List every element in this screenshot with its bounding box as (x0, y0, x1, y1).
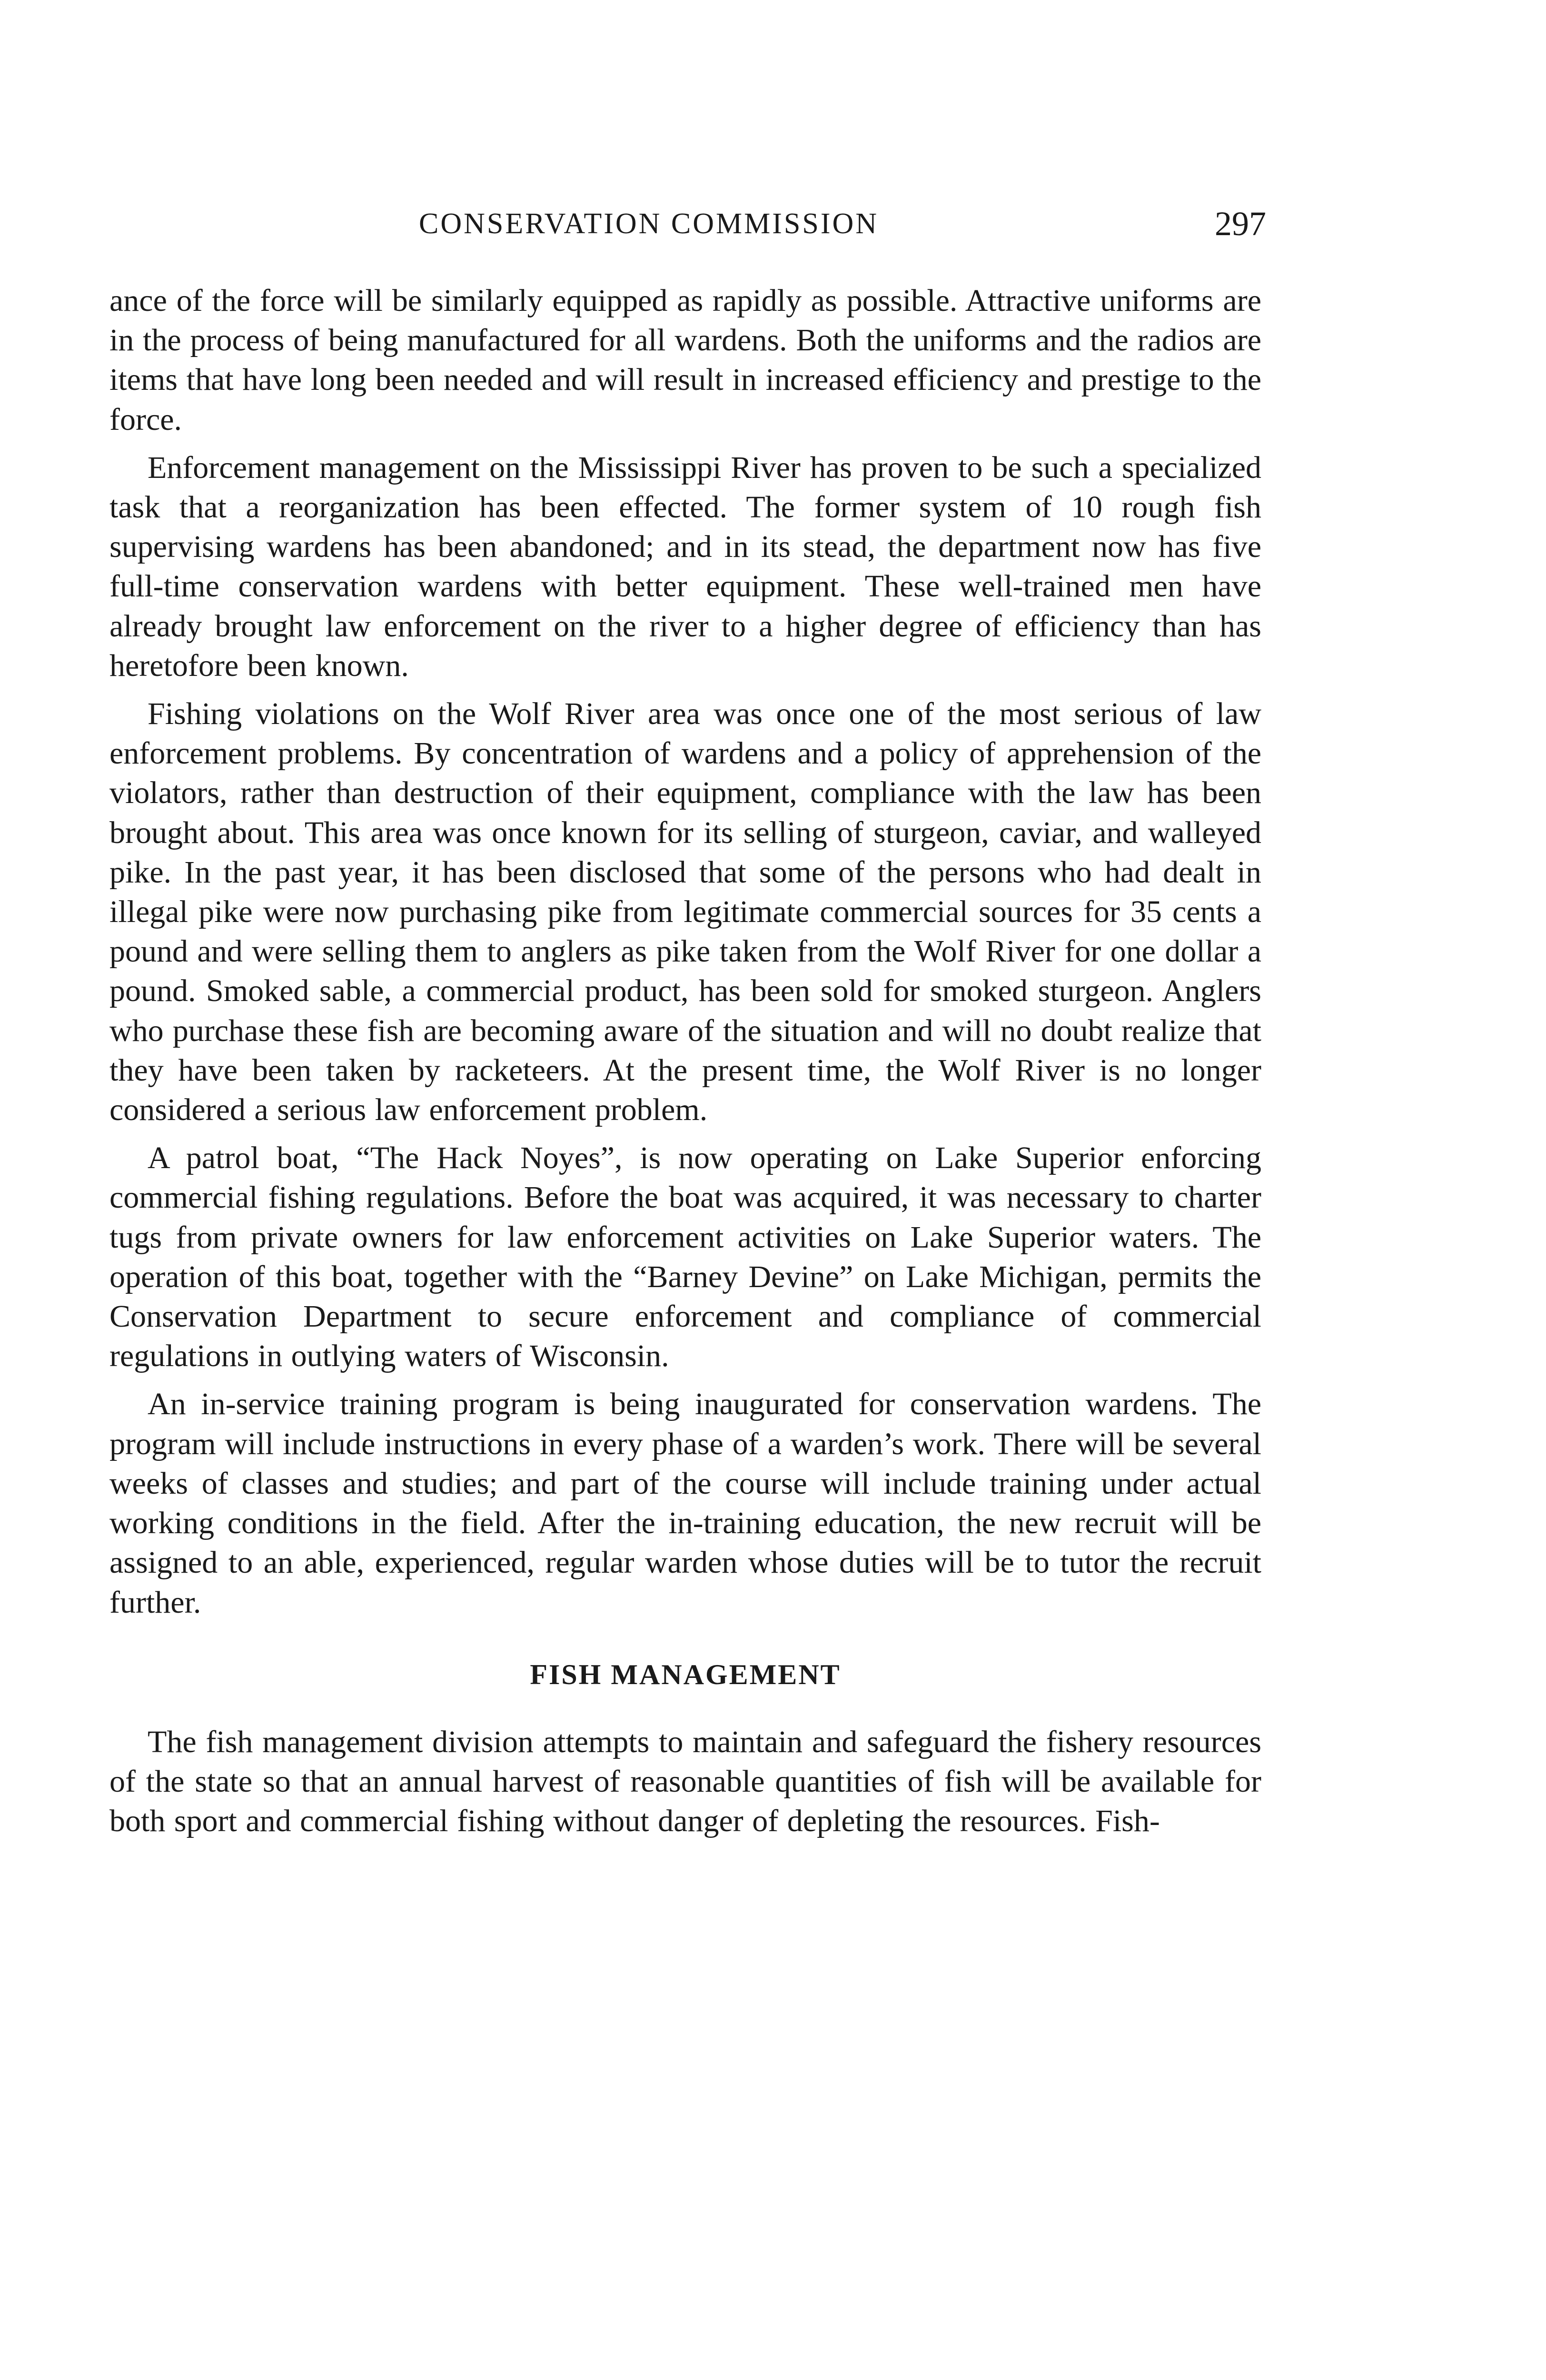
paragraph-fish-management: The fish management division attempts to maintain and safeguard the fishery resources of the state so that an annual harvest of reasonable quantities of fish will be available for both sport and commercial fishing without danger of depleting the resources. Fish- (109, 1724, 1261, 1839)
paragraph-patrol-boat: A patrol boat, “The Hack Noyes”, is now operating on Lake Superior enforcing commercial fishing regulations. Before the boat was acquired, it was necessary to charter tugs from private owners for law enforcement activities on Lake Superior waters. The operation of this boat, together with the “Barney Devine” on Lake Michigan, permits the Conservation Department to secure enforcement and compliance of commercial regulations in outlying waters of Wisconsin. (109, 1140, 1261, 1374)
running-title: CONSERVATION COMMISSION (419, 208, 879, 240)
paragraph-continued: ance of the force will be similarly equipped as rapidly as possible. Attractive uniforms are in the process of being manufactured for all wardens. Both the uniforms and the radios are items that have long been needed and will result in increased efficiency and prestige to the force. (109, 283, 1261, 437)
paragraph-training-program: An in-service training program is being inaugurated for conservation wardens. The program will include instructions in every phase of a warden’s work. There will be several weeks of classes and studies; and part of the course will include training under actual working conditions in the field. After the in-training education, the new recruit will be assigned to an able, experienced, regular warden whose duties will be to tutor the recruit further. (109, 1387, 1261, 1620)
section-heading-fish-management: FISH MANAGEMENT (530, 1658, 841, 1690)
document-page (109, 200, 1266, 1849)
paragraph-mississippi-enforcement: Enforcement management on the Mississippi River has proven to be such a specialized task that a reorganization has been effected. The former system of 10 rough fish supervising wardens has been abandoned; and in its stead, the department now has five full-time conservation wardens with better equipment. These well-trained men have already brought law enforcement on the river to a higher degree of efficiency than has heretofore been known. (109, 450, 1261, 683)
page-number: 297 (1215, 205, 1266, 243)
running-head (109, 200, 1266, 248)
paragraph-wolf-river: Fishing violations on the Wolf River area was once one of the most serious of law enforcement problems. By concentration of wardens and a policy of apprehension of the violators, rather than destruction of their equipment, compliance with the law has been brought about. This area was once known for its selling of sturgeon, caviar, and walleyed pike. In the past year, it has been disclosed that some of the persons who had dealt in illegal pike were now purchasing pike from legitimate commercial sources for 35 cents a pound and were selling them to anglers as pike taken from the Wolf River for one dollar a pound. Smoked sable, a commercial product, has been sold for smoked sturgeon. Anglers who purchase these fish are becoming aware of the situation and will no doubt realize that they have been taken by racketeers. At the present time, the Wolf River is no longer considered a serious law enforcement problem. (109, 696, 1261, 1128)
